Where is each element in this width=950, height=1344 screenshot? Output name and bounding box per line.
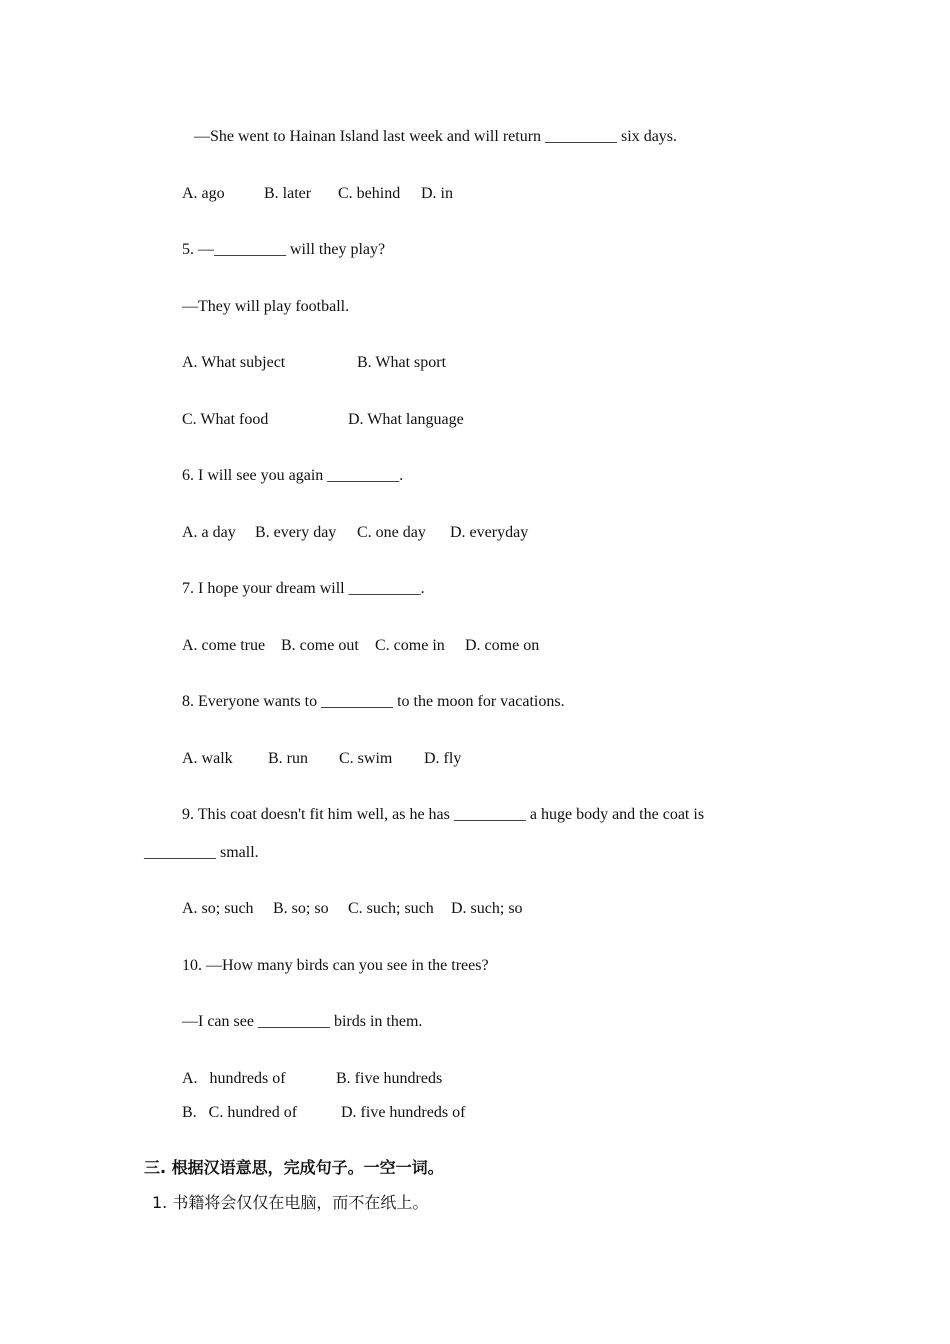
q4-option-a: A. ago — [182, 185, 225, 202]
q9-option-c: C. such; such — [348, 900, 434, 917]
q4-option-b: B. later — [264, 185, 312, 202]
q9-stem-line1: 9. This coat doesn't fit him well, as he has _________ a huge body and the coat is — [182, 806, 705, 823]
q9-option-b: B. so; so — [273, 900, 329, 917]
q5-reply: —They will play football. — [182, 298, 350, 315]
section3-item1: 1. 书籍将会仅仅在电脑，而不在纸上。 — [152, 1193, 429, 1212]
q6-option-b: B. every day — [255, 524, 337, 541]
q8-stem: 8. Everyone wants to _________ to the moon for vacations. — [182, 693, 565, 710]
q10-option-a: A. hundreds of — [182, 1070, 286, 1087]
q8-option-a: A. walk — [182, 750, 233, 767]
q9-option-a: A. so; such — [182, 900, 254, 917]
q4-option-d: D. in — [421, 185, 453, 202]
q4-option-c: C. behind — [338, 185, 401, 202]
q5-option-c: C. What food — [182, 411, 269, 428]
q5-option-d: D. What language — [348, 411, 464, 428]
q7-stem: 7. I hope your dream will _________. — [182, 580, 425, 597]
q10-stem: 10. —How many birds can you see in the trees? — [182, 957, 489, 974]
q5-stem: 5. —_________ will they play? — [182, 241, 386, 258]
section3-heading: 三. 根据汉语意思，完成句子。一空一词。 — [144, 1158, 444, 1177]
q7-option-c: C. come in — [375, 637, 445, 654]
q9-stem-line2: _________ small. — [144, 844, 259, 861]
q4-answer-line: —She went to Hainan Island last week and will return _________ six days. — [194, 128, 678, 145]
q7-option-d: D. come on — [465, 637, 540, 654]
q7-option-b: B. come out — [281, 637, 359, 654]
q6-option-c: C. one day — [357, 524, 426, 541]
q6-stem: 6. I will see you again _________. — [182, 467, 404, 484]
q7-option-a: A. come true — [182, 637, 266, 654]
q6-option-a: A. a day — [182, 524, 236, 541]
q8-option-b: B. run — [268, 750, 308, 767]
q6-option-d: D. everyday — [450, 524, 529, 541]
q5-option-b: B. What sport — [357, 354, 447, 371]
q10-option-d: D. five hundreds of — [341, 1104, 466, 1121]
q10-reply: —I can see _________ birds in them. — [182, 1013, 423, 1030]
q8-option-d: D. fly — [424, 750, 462, 767]
q5-option-a: A. What subject — [182, 354, 286, 371]
q10-option-b: B. five hundreds — [336, 1070, 443, 1087]
q10-option-c: B. C. hundred of — [182, 1104, 298, 1121]
q8-option-c: C. swim — [339, 750, 393, 767]
q9-option-d: D. such; so — [451, 900, 523, 917]
